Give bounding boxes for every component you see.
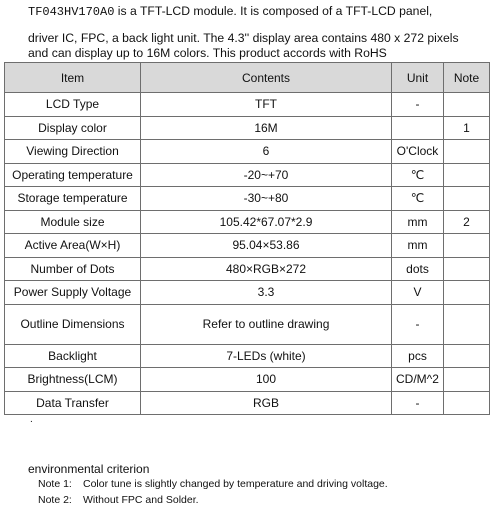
spec-table xyxy=(4,62,490,415)
item-cell: Outline Dimensions xyxy=(5,304,141,344)
note-cell xyxy=(444,234,490,258)
table-row xyxy=(5,210,490,234)
table-row xyxy=(5,140,490,164)
intro-line-1: is a TFT-LCD module. It is composed of a TFT-LCD panel, xyxy=(114,4,433,18)
note-cell xyxy=(444,391,490,415)
unit-cell: mm xyxy=(392,210,444,234)
unit-cell: V xyxy=(392,281,444,305)
item-cell: Backlight xyxy=(5,344,141,368)
note-cell xyxy=(444,163,490,187)
contents-cell: 3.3 xyxy=(141,281,392,305)
contents-cell: TFT xyxy=(141,93,392,117)
unit-cell: CD/M^2 xyxy=(392,368,444,392)
header-contents: Contents xyxy=(141,63,392,93)
unit-cell: O'Clock xyxy=(392,140,444,164)
note-cell xyxy=(444,93,490,117)
note-2 xyxy=(38,494,199,506)
unit-cell: mm xyxy=(392,234,444,258)
item-cell: Display color xyxy=(5,116,141,140)
model-number: TF043HV170A0 xyxy=(28,5,115,19)
item-cell: Operating temperature xyxy=(5,163,141,187)
environment-heading: environmental criterion xyxy=(28,462,150,476)
intro-line-3: and can display up to 16M colors. This product accords with RoHS xyxy=(28,46,387,60)
note-cell xyxy=(444,368,490,392)
unit-cell: pcs xyxy=(392,344,444,368)
note-cell: 2 xyxy=(444,210,490,234)
header-note: Note xyxy=(444,63,490,93)
table-row xyxy=(5,368,490,392)
table-row xyxy=(5,257,490,281)
stray-mark: . xyxy=(30,414,33,425)
table-row xyxy=(5,391,490,415)
note-cell xyxy=(444,344,490,368)
item-cell: LCD Type xyxy=(5,93,141,117)
intro-line-2: driver IC, FPC, a back light unit. The 4.3'' display area contains 480 x 272 pixels xyxy=(28,31,459,45)
note-2-tag: Note 2: xyxy=(38,494,72,506)
item-cell: Data Transfer xyxy=(5,391,141,415)
table-row xyxy=(5,116,490,140)
note-1-tag: Note 1: xyxy=(38,478,72,490)
contents-cell: 16M xyxy=(141,116,392,140)
unit-cell: - xyxy=(392,391,444,415)
item-cell: Number of Dots xyxy=(5,257,141,281)
note-cell xyxy=(444,304,490,344)
note-1 xyxy=(38,478,388,490)
table-row xyxy=(5,187,490,211)
header-item: Item xyxy=(5,63,141,93)
table-row xyxy=(5,304,490,344)
note-cell: 1 xyxy=(444,116,490,140)
contents-cell: 95.04×53.86 xyxy=(141,234,392,258)
note-2-text: Without FPC and Solder. xyxy=(83,494,199,506)
item-cell: Viewing Direction xyxy=(5,140,141,164)
unit-cell: ℃ xyxy=(392,187,444,211)
unit-cell xyxy=(392,116,444,140)
item-cell: Active Area(W×H) xyxy=(5,234,141,258)
unit-cell: - xyxy=(392,304,444,344)
item-cell: Power Supply Voltage xyxy=(5,281,141,305)
header-unit: Unit xyxy=(392,63,444,93)
note-cell xyxy=(444,257,490,281)
unit-cell: dots xyxy=(392,257,444,281)
table-row xyxy=(5,344,490,368)
contents-cell: 100 xyxy=(141,368,392,392)
note-1-text: Color tune is slightly changed by temperature and driving voltage. xyxy=(83,478,388,490)
contents-cell: Refer to outline drawing xyxy=(141,304,392,344)
note-cell xyxy=(444,281,490,305)
item-cell: Storage temperature xyxy=(5,187,141,211)
item-cell: Brightness(LCM) xyxy=(5,368,141,392)
note-cell xyxy=(444,140,490,164)
note-cell xyxy=(444,187,490,211)
table-row xyxy=(5,234,490,258)
contents-cell: 480×RGB×272 xyxy=(141,257,392,281)
contents-cell: -20~+70 xyxy=(141,163,392,187)
table-row xyxy=(5,281,490,305)
item-cell: Module size xyxy=(5,210,141,234)
contents-cell: -30~+80 xyxy=(141,187,392,211)
contents-cell: RGB xyxy=(141,391,392,415)
contents-cell: 6 xyxy=(141,140,392,164)
table-row xyxy=(5,93,490,117)
contents-cell: 7-LEDs (white) xyxy=(141,344,392,368)
spec-table-header xyxy=(5,63,490,93)
unit-cell: ℃ xyxy=(392,163,444,187)
table-row xyxy=(5,163,490,187)
intro-paragraph xyxy=(28,4,488,61)
unit-cell: - xyxy=(392,93,444,117)
contents-cell: 105.42*67.07*2.9 xyxy=(141,210,392,234)
